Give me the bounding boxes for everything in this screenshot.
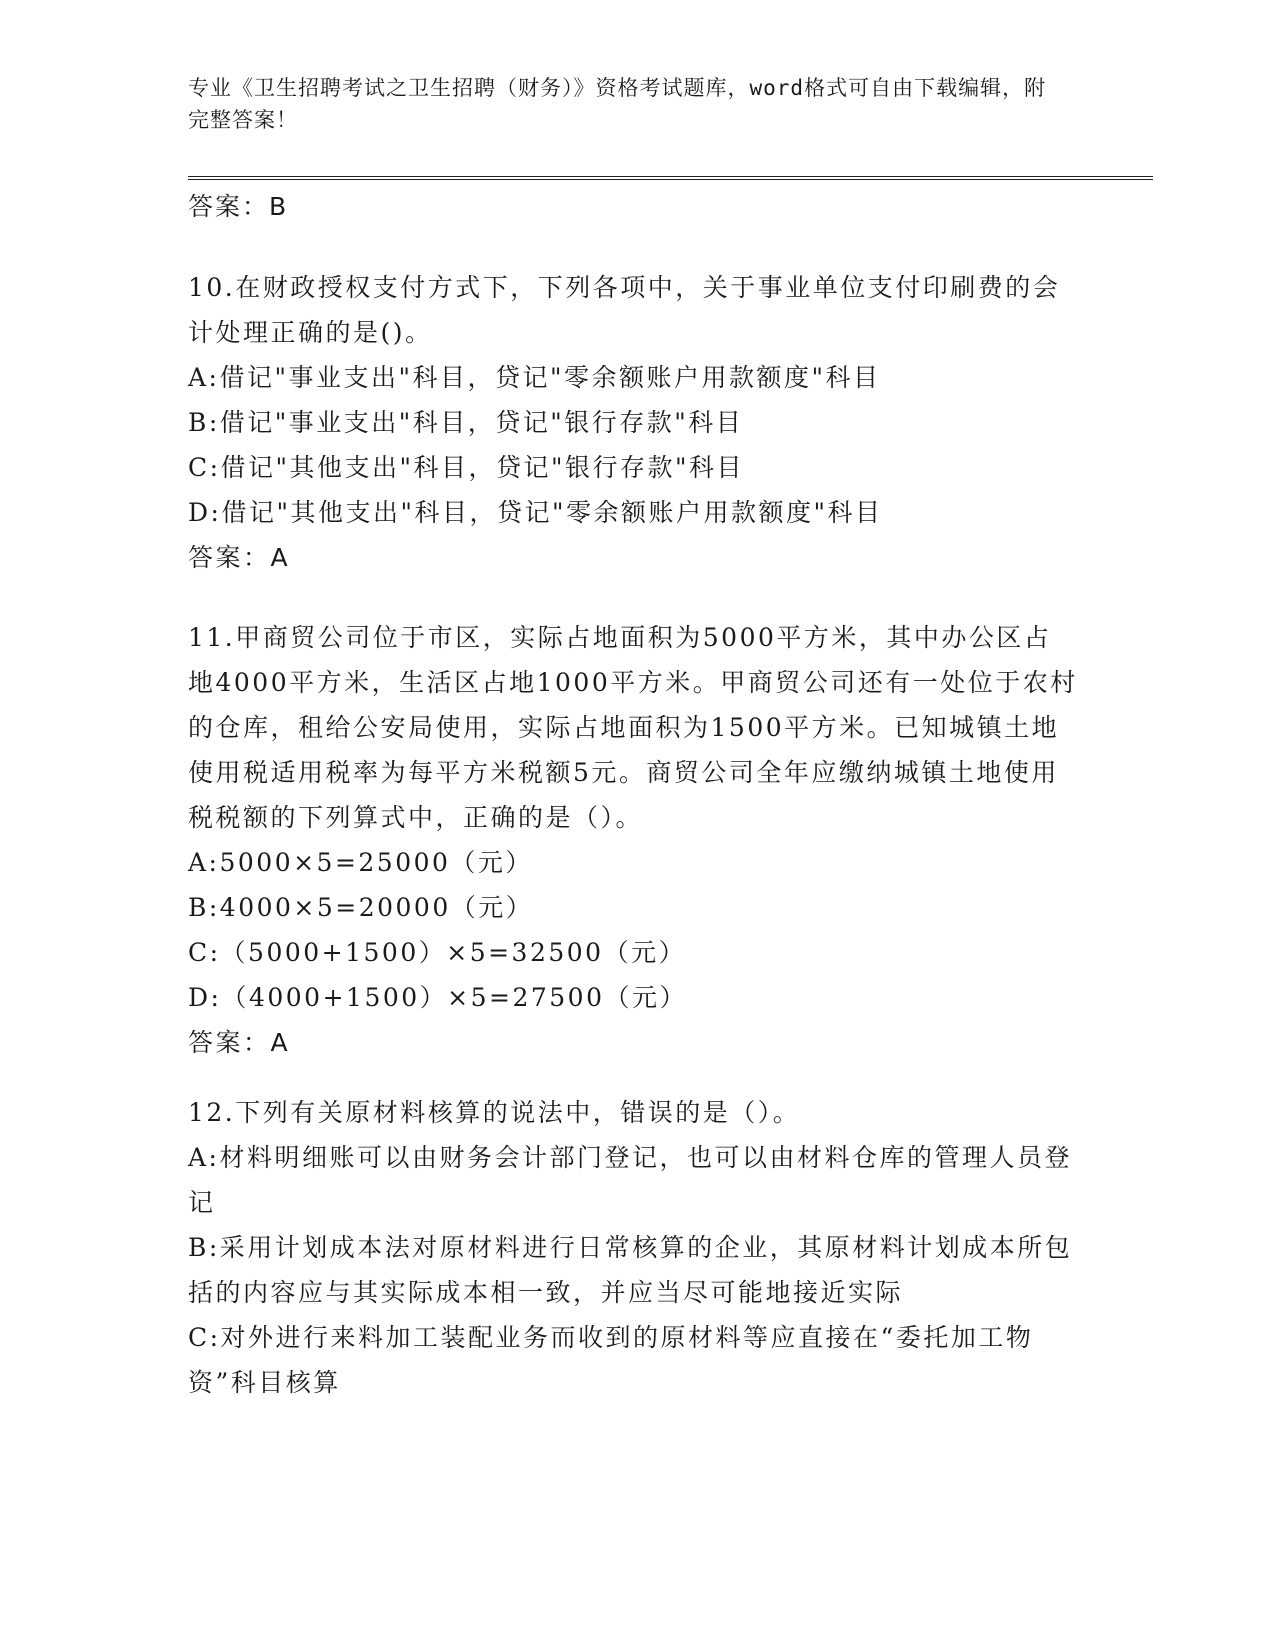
answer-label: 答案：A xyxy=(188,1028,291,1057)
option-a: A:5000×5=25000（元） xyxy=(188,848,533,877)
header-divider xyxy=(188,176,1153,180)
option-b: B:采用计划成本法对原材料进行日常核算的企业，其原材料计划成本所包括的内容应与其实际成本相一致，并应当尽可能地接近实际 xyxy=(188,1233,1073,1307)
question-11 xyxy=(188,615,1078,1065)
option-a: A:借记"事业支出"科目，贷记"零余额账户用款额度"科目 xyxy=(188,363,881,392)
question-10 xyxy=(188,265,1078,580)
question-12 xyxy=(188,1090,1078,1405)
page-header: 专业《卫生招聘考试之卫生招聘（财务）》资格考试题库，word格式可自由下载编辑，附完整答案！ xyxy=(188,76,1047,132)
question-stem: 10.在财政授权支付方式下，下列各项中，关于事业单位支付印刷费的会计处理正确的是()。 xyxy=(188,273,1061,347)
option-c: C:借记"其他支出"科目，贷记"银行存款"科目 xyxy=(188,453,745,482)
option-b: B:4000×5=20000（元） xyxy=(188,893,534,922)
option-a: A:材料明细账可以由财务会计部门登记，也可以由材料仓库的管理人员登记 xyxy=(188,1143,1072,1217)
option-c: C:对外进行来料加工装配业务而收到的原材料等应直接在“委托加工物资”科目核算 xyxy=(188,1323,1034,1397)
option-c: C:（5000+1500）×5=32500（元） xyxy=(188,938,687,967)
option-b: B:借记"事业支出"科目，贷记"银行存款"科目 xyxy=(188,408,744,437)
answer-previous: 答案：B xyxy=(188,192,289,221)
answer-label: 答案：A xyxy=(188,543,291,572)
option-d: D:（4000+1500）×5=27500（元） xyxy=(188,983,687,1012)
option-d: D:借记"其他支出"科目，贷记"零余额账户用款额度"科目 xyxy=(188,498,883,527)
question-stem: 12.下列有关原材料核算的说法中，错误的是（）。 xyxy=(188,1098,801,1127)
question-stem: 11.甲商贸公司位于市区，实际占地面积为5000平方米，其中办公区占地4000平方米，生活区占地1000平方米。甲商贸公司还有一处位于农村的仓库，租给公安局使用，实际占地面积为1500平方米。已知城镇土地使用税适用税率为每平方米税额5元。商贸公司全年应缴纳城镇土地使用税税额的下列算式中，正确的是（）。 xyxy=(188,623,1078,832)
